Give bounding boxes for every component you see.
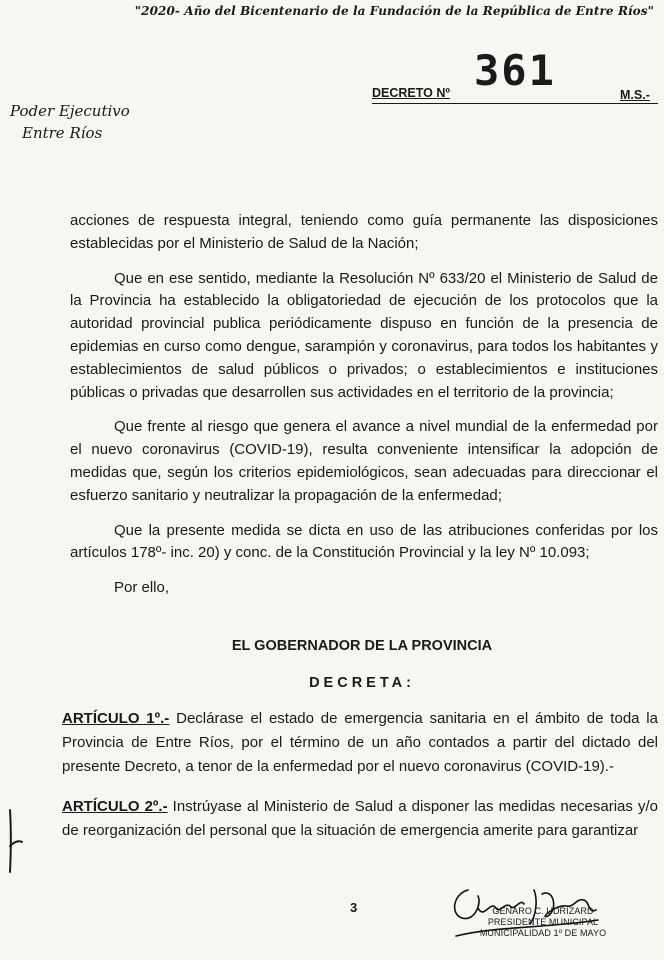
paragraph: Que frente al riesgo que genera el avance a nivel mundial de la enfermedad por el nuevo coronavirus (COVID-19), resulta conveniente intensificar la adopción de medidas que, según los criterios epidemiológicos, sean adecuadas para direccionar el esfuerzo sanitario y neutralizar la propagación de la enfermedad; [70, 418, 658, 504]
decree-label: DECRETO Nº [372, 86, 450, 100]
stamp-title: PRESIDENTE MUNICIPAL [487, 917, 599, 927]
ministry-code: M.S.- [620, 88, 650, 102]
paragraph: Por ello, [114, 579, 170, 597]
margin-mark [2, 806, 26, 876]
paragraph: Que la presente medida se dicta en uso de las atribuciones conferidas por los artículos 178º- inc. 20) y conc. de la Constitución Provincial y la ley Nº 10.093; [70, 521, 658, 562]
decree-underline [372, 103, 658, 104]
paragraph: acciones de respuesta integral, teniendo como guía permanente las disposiciones establecidas por el Ministerio de Salud de la Nación; [70, 212, 658, 252]
decree-body [70, 210, 658, 612]
article-2 [62, 795, 658, 843]
seal-line-2: Entre Ríos [22, 124, 103, 142]
article-2-label: ARTÍCULO 2º.- [62, 798, 168, 815]
stamp-organization: MUNICIPALIDAD 1º DE MAYO [479, 928, 607, 938]
article-1-label: ARTÍCULO 1º.- [62, 710, 170, 727]
year-motto: "2020- Año del Bicentenario de la Fundación de la República de Entre Ríos" [134, 4, 654, 18]
article-2-text: Instrúyase al Ministerio de Salud a disponer las medidas necesarias y/o de reorganización del personal que la situación de emergencia amerite para garantizar [62, 798, 658, 839]
seal-line-1: Poder Ejecutivo [10, 102, 130, 120]
article-1 [62, 707, 658, 779]
page-number: 3 [350, 900, 358, 915]
article-1-text: Declárase el estado de emergencia sanitaria en el ámbito de toda la Provincia de Entre Ríos, por el término de un año contados a partir del dictado del presente Decreto, a tenor de la enfermedad por el nuevo coronavirus (COVID-19).- [62, 710, 658, 775]
governor-heading: EL GOBERNADOR DE LA PROVINCIA [231, 638, 493, 654]
paragraph: Que en ese sentido, mediante la Resolución Nº 633/20 el Ministerio de Salud de la Provincia ha establecido la obligatoriedad de ejecución de los protocolos que la autoridad provincial publica periódicamente dispuso en función de la presencia de epidemias en curso como dengue, sarampión y coronavirus, para todos los habitantes y establecimientos de salud públicos o privados; o establecimientos e instituciones públicas o privadas que desarrollen sus actividades en el territorio de la provincia; [70, 269, 658, 401]
stamp-name: GENARO C. UDRIZARD [492, 906, 594, 916]
executive-seal [10, 100, 130, 144]
official-stamp [478, 906, 608, 939]
decree-number: 361 [474, 46, 556, 95]
decreta-heading: DECRETA: [309, 675, 415, 691]
